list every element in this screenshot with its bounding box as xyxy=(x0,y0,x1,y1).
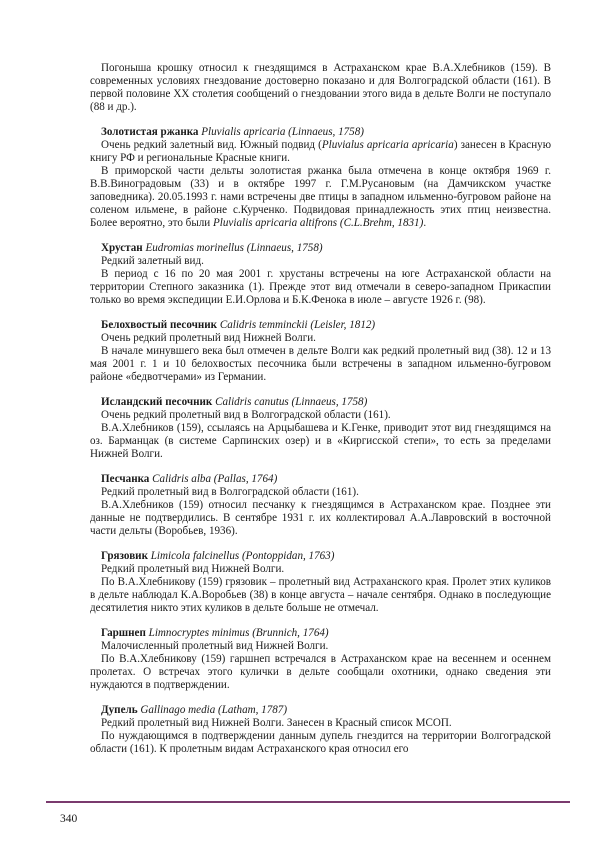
species-paragraph xyxy=(90,499,551,538)
species-heading xyxy=(90,473,551,486)
species-paragraph xyxy=(90,730,551,756)
species-entry xyxy=(90,704,551,756)
species-name: Хрустан xyxy=(101,242,143,254)
species-name: Дупель xyxy=(101,704,138,716)
text-run: В приморской части дельты золотистая ржанка была отмечена в конце октября 1969 г. В.В.Виноградовым (33) и в октябре 1997 г. Г.М.Русановым (на Дамчикском участке заповедника). 20.05.1993 г. нами встречены две птицы в западном ильменно-бугровом районе на соленом ильмене, в районе с.Курченко. Подвидовая принадлежность этих птиц неизвестна. Более вероятно, это были xyxy=(90,165,551,229)
page-number: 340 xyxy=(60,813,78,825)
species-paragraph xyxy=(90,576,551,615)
species-paragraph xyxy=(90,653,551,692)
species-latin-name: Calidris temminckii (Leisler, 1812) xyxy=(219,319,376,331)
species-entry xyxy=(90,627,551,692)
species-paragraph xyxy=(90,486,551,499)
page-body xyxy=(90,62,551,756)
species-latin-name: Limnocryptes minimus (Brunnich, 1764) xyxy=(148,627,329,639)
species-paragraph xyxy=(90,409,551,422)
text-run: ) занесен в Красную книгу РФ и региональные Красные книги. xyxy=(90,139,551,164)
species-paragraph xyxy=(90,165,551,230)
text-run: В период с 16 по 20 мая 2001 г. хрустаны встречены на юге Астраханской области на территории Степного заказника (1). Прежде этот вид отмечали в северо-западном Прикаспии только во время экспедиции Е.И.Орлова и Б.К.Фенока в июле – августе 1926 г. (98). xyxy=(90,268,551,306)
species-paragraph xyxy=(90,422,551,461)
species-name: Исландский песочник xyxy=(101,396,213,408)
text-run: Очень редкий пролетный вид Нижней Волги. xyxy=(101,332,316,344)
text-run: Редкий пролетный вид Нижней Волги. xyxy=(101,563,285,575)
species-entry xyxy=(90,319,551,384)
species-name: Золотистая ржанка xyxy=(101,126,199,138)
species-entry xyxy=(90,126,551,230)
latin-text: Pluvialis apricaria altifrons (C.L.Brehm, 1831) xyxy=(213,217,424,229)
species-name: Грязовик xyxy=(101,550,148,562)
species-paragraph xyxy=(90,332,551,345)
species-latin-name: Calidris alba (Pallas, 1764) xyxy=(152,473,278,485)
species-entry xyxy=(90,550,551,615)
text-run: В.А.Хлебников (159) относил песчанку к гнездящимся в Астраханском крае. Позднее эти данные не подтвердились. В сентябре 1931 г. их коллектировал А.А.Лавровский в восточной части дельты (Воробьев, 1936). xyxy=(90,499,551,537)
text-run: Малочисленный пролетный вид Нижней Волги. xyxy=(101,640,329,652)
species-heading xyxy=(90,242,551,255)
text-run: В.А.Хлебников (159), ссылаясь на Арцыбашева и К.Генке, приводит этот вид гнездящимся на оз. Барманцак (в системе Сарпинских озер) и в «Киргисской степи», то есть за пределами Нижней Волги. xyxy=(90,422,551,460)
species-paragraph xyxy=(90,345,551,384)
species-name: Гаршнеп xyxy=(101,627,146,639)
species-paragraph xyxy=(90,255,551,268)
species-latin-name: Limicola falcinellus (Pontoppidan, 1763) xyxy=(150,550,335,562)
species-paragraph xyxy=(90,139,551,165)
species-list xyxy=(90,126,551,756)
text-run: Очень редкий залетный вид. Южный подвид ( xyxy=(101,139,322,151)
text-run: По нуждающимся в подтверждении данным дупель гнездится на территории Волгоградской области (161). К пролетным видам Астраханского края относил его xyxy=(90,730,551,755)
intro-paragraph: Погоныша крошку относил к гнездящимся в Астраханском крае В.А.Хлебников (159). В современных условиях гнездование достоверно показано и для Волгоградской области (161). В первой половине XX столетия сообщений о гнездовании этого вида в дельте Волги не поступало (88 и др.). xyxy=(90,62,551,113)
species-entry xyxy=(90,242,551,307)
species-heading xyxy=(90,126,551,139)
species-heading xyxy=(90,319,551,332)
text-run: В начале минувшего века был отмечен в дельте Волги как редкий пролетный вид (38). 12 и 13 мая 2001 г. 1 и 10 белохвостых песочника были встречены в западном ильменно-бугровом районе «бедвотчерами» из Германии. xyxy=(90,345,551,383)
species-paragraph xyxy=(90,268,551,307)
text-run: По В.А.Хлебникову (159) грязовик – пролетный вид Астраханского края. Пролет этих куликов в дельте наблюдал К.А.Воробьев (38) в конце августа – начале сентября. Однако в последующие десятилетия никто этих куликов в дельте больше не отмечал. xyxy=(90,576,551,614)
latin-text: Pluvialus apricaria apricaria xyxy=(321,139,454,151)
species-latin-name: Pluvialis apricaria (Linnaeus, 1758) xyxy=(201,126,364,138)
text-run: Редкий пролетный вид Нижней Волги. Занесен в Красный список МСОП. xyxy=(101,717,452,729)
text-run: . xyxy=(423,217,427,229)
species-entry xyxy=(90,396,551,461)
species-paragraph xyxy=(90,717,551,730)
species-name: Песчанка xyxy=(101,473,150,485)
text-run: Редкий залетный вид. xyxy=(101,255,204,267)
species-name: Белохвостый песочник xyxy=(101,319,218,331)
species-entry xyxy=(90,473,551,538)
species-latin-name: Eudromias morinellus (Linnaeus, 1758) xyxy=(145,242,323,254)
species-heading xyxy=(90,627,551,640)
text-run: Очень редкий пролетный вид в Волгоградской области (161). xyxy=(101,409,391,421)
species-heading xyxy=(90,704,551,717)
species-latin-name: Calidris canutus (Linnaeus, 1758) xyxy=(215,396,368,408)
footer-rule xyxy=(46,801,570,803)
text-run: По В.А.Хлебникову (159) гаршнеп встречался в Астраханском крае на весеннем и осеннем пролетах. О встречах этого кулички в дельте сообщали охотники, однако сведения эти нуждаются в подтверждении. xyxy=(90,653,551,691)
species-heading xyxy=(90,550,551,563)
species-heading xyxy=(90,396,551,409)
species-latin-name: Gallinago media (Latham, 1787) xyxy=(140,704,288,716)
text-run: Редкий пролетный вид в Волгоградской области (161). xyxy=(101,486,359,498)
species-paragraph xyxy=(90,563,551,576)
species-paragraph xyxy=(90,640,551,653)
